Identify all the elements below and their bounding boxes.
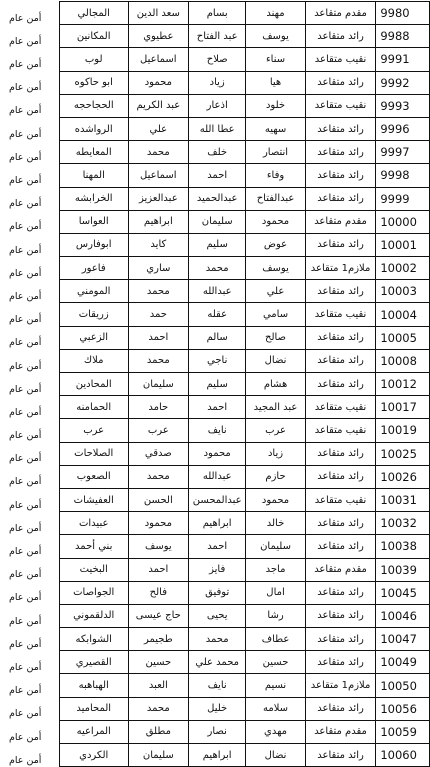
table-row (1, 396, 430, 419)
record-number-cell: 10026 (376, 465, 430, 488)
rank-cell: رائد متقاعد (305, 744, 376, 767)
table-row (1, 233, 430, 256)
first-name-cell: يوسف (246, 25, 305, 48)
table-row (1, 419, 430, 442)
record-number-cell: 10032 (376, 512, 430, 535)
rank-cell: رائد متقاعد (305, 604, 376, 627)
family-name-cell: المهنا (59, 164, 128, 187)
record-number-cell: 10031 (376, 488, 430, 511)
affiliation-cell: أمن عام (9, 337, 42, 349)
record-number-cell: 10002 (376, 257, 430, 280)
affiliation-cell: أمن عام (9, 175, 42, 186)
affiliation-cell: أمن عام (9, 151, 42, 163)
grandfather-name-cell: محمد (128, 280, 189, 303)
first-name-cell: هيا (246, 71, 305, 94)
grandfather-name-cell: عبدالعزيز (128, 187, 189, 210)
grandfather-name-cell: عرب (128, 419, 189, 442)
record-number-cell: 9993 (376, 94, 430, 117)
first-name-cell: سلامه (246, 697, 305, 720)
father-name-cell: خلف (189, 141, 246, 164)
first-name-cell: نضال (246, 744, 305, 767)
father-name-cell: عبدالله (189, 465, 246, 488)
table-row (1, 71, 430, 94)
first-name-cell: نسيم (246, 674, 305, 697)
record-number-cell: 9980 (376, 2, 430, 25)
grandfather-name-cell: ساري (128, 257, 189, 280)
affiliation-cell: أمن عام (9, 221, 42, 233)
family-name-cell: عرب (59, 419, 128, 442)
affiliation-cell: أمن عام (9, 314, 42, 326)
father-name-cell: عبدالمحسن (189, 488, 246, 511)
family-name-cell: المكانين (59, 25, 128, 48)
affiliation-cell: أمن عام (9, 615, 42, 627)
record-number-cell: 9997 (376, 141, 430, 164)
father-name-cell: سليم (189, 233, 246, 256)
family-name-cell: العواسا (59, 210, 128, 233)
first-name-cell: عوض (246, 233, 305, 256)
father-name-cell: محمد (189, 628, 246, 651)
rank-cell: رائد متقاعد (305, 164, 376, 187)
first-name-cell: انتصار (246, 141, 305, 164)
record-number-cell: 10039 (376, 558, 430, 581)
family-name-cell: البخيت (59, 558, 128, 581)
record-number-cell: 10060 (376, 744, 430, 767)
rank-cell: رائد متقاعد (305, 373, 376, 396)
table-row (1, 257, 430, 280)
father-name-cell: نايف (189, 674, 246, 697)
affiliation-cell: أمن عام (9, 430, 42, 442)
affiliation-cell: أمن عام (9, 638, 42, 650)
table-row (1, 720, 430, 743)
first-name-cell: سامي (246, 303, 305, 326)
grandfather-name-cell: احمد (128, 558, 189, 581)
record-number-cell: 10001 (376, 233, 430, 256)
rank-cell: ملازم1 متقاعد (305, 674, 376, 697)
affiliation-cell: أمن عام (9, 499, 42, 511)
family-name-cell: زريقات (59, 303, 128, 326)
father-name-cell: عقله (189, 303, 246, 326)
father-name-cell: بسام (189, 2, 246, 25)
grandfather-name-cell: محمود (128, 512, 189, 535)
first-name-cell: عرب (246, 419, 305, 442)
record-number-cell: 10005 (376, 326, 430, 349)
first-name-cell: حسين (246, 651, 305, 674)
record-number-cell: 10019 (376, 419, 430, 442)
rank-cell: رائد متقاعد (305, 326, 376, 349)
rank-cell: رائد متقاعد (305, 581, 376, 604)
affiliation-cell: أمن عام (9, 128, 42, 140)
father-name-cell: محمود (189, 442, 246, 465)
table-row (1, 117, 430, 140)
father-name-cell: خليل (189, 697, 246, 720)
first-name-cell: عطاف (246, 628, 305, 651)
family-name-cell: بني أحمد (59, 535, 128, 558)
table-row (1, 349, 430, 372)
grandfather-name-cell: محمد (128, 141, 189, 164)
first-name-cell: زياد (246, 442, 305, 465)
family-name-cell: الحجاحجه (59, 94, 128, 117)
record-number-cell: 10047 (376, 628, 430, 651)
table-row (1, 25, 430, 48)
affiliation-cell: أمن عام (9, 198, 42, 210)
family-name-cell: الصعوب (59, 465, 128, 488)
affiliation-cell: أمن عام (9, 708, 42, 720)
record-number-cell: 9991 (376, 48, 430, 71)
first-name-cell: حازم (246, 465, 305, 488)
family-name-cell: القصيري (59, 651, 128, 674)
rank-cell: رائد متقاعد (305, 512, 376, 535)
table-row (1, 674, 430, 697)
rank-cell: نقيب متقاعد (305, 419, 376, 442)
affiliation-cell: أمن عام (9, 12, 42, 24)
affiliation-cell: أمن عام (9, 731, 42, 743)
table-row (1, 164, 430, 187)
grandfather-name-cell: عبد الكريم (128, 94, 189, 117)
family-name-cell: الدلقموني (59, 604, 128, 627)
rank-cell: مقدم متقاعد (305, 558, 376, 581)
affiliation-cell: أمن عام (9, 754, 42, 766)
affiliation-cell: أمن عام (9, 476, 42, 488)
rank-cell: رائد متقاعد (305, 465, 376, 488)
rank-cell: نقيب متقاعد (305, 488, 376, 511)
first-name-cell: مهدي (246, 720, 305, 743)
family-name-cell: الحمامنه (59, 396, 128, 419)
record-number-cell: 10059 (376, 720, 430, 743)
grandfather-name-cell: فالح (128, 581, 189, 604)
affiliation-cell: أمن عام (9, 360, 42, 372)
rank-cell: رائد متقاعد (305, 535, 376, 558)
father-name-cell: زياد (189, 71, 246, 94)
table-body (1, 2, 430, 767)
first-name-cell: نضال (246, 349, 305, 372)
table-row (1, 94, 430, 117)
record-number-cell: 10025 (376, 442, 430, 465)
affiliation-cell: أمن عام (9, 59, 42, 71)
table-row (1, 187, 430, 210)
rank-cell: رائد متقاعد (305, 25, 376, 48)
father-name-cell: فايز (189, 558, 246, 581)
table-row (1, 697, 430, 720)
grandfather-name-cell: صدقي (128, 442, 189, 465)
family-name-cell: الرواشده (59, 117, 128, 140)
table-row (1, 488, 430, 511)
table-row (1, 651, 430, 674)
affiliation-cell: أمن عام (9, 267, 42, 279)
father-name-cell: احمد (189, 396, 246, 419)
family-name-cell: ابو حاكوه (59, 71, 128, 94)
grandfather-name-cell: حسين (128, 651, 189, 674)
grandfather-name-cell: كايد (128, 233, 189, 256)
family-name-cell: المومني (59, 280, 128, 303)
first-name-cell: رشا (246, 604, 305, 627)
table-row (1, 210, 430, 233)
first-name-cell: خالد (246, 512, 305, 535)
affiliation-cell: أمن عام (9, 546, 42, 557)
first-name-cell: عبدالفتاح (246, 187, 305, 210)
grandfather-name-cell: الحسن (128, 488, 189, 511)
grandfather-name-cell: عطيوي (128, 25, 189, 48)
affiliation-cell: أمن عام (9, 290, 42, 302)
affiliation-cell: أمن عام (9, 592, 42, 604)
record-number-cell: 10045 (376, 581, 430, 604)
record-number-cell: 9992 (376, 71, 430, 94)
table-row (1, 280, 430, 303)
table-row (1, 2, 430, 25)
first-name-cell: خلود (246, 94, 305, 117)
table-row (1, 604, 430, 627)
record-number-cell: 10012 (376, 373, 430, 396)
first-name-cell: يوسف (246, 257, 305, 280)
rank-cell: نقيب متقاعد (305, 94, 376, 117)
affiliation-cell: أمن عام (9, 383, 42, 395)
rank-cell: رائد متقاعد (305, 651, 376, 674)
rank-cell: مقدم متقاعد (305, 2, 376, 25)
grandfather-name-cell: طجيمر (128, 628, 189, 651)
table-row (1, 558, 430, 581)
grandfather-name-cell: سليمان (128, 744, 189, 767)
record-number-cell: 10038 (376, 535, 430, 558)
table-row (1, 628, 430, 651)
first-name-cell: علي (246, 280, 305, 303)
rank-cell: مقدم متقاعد (305, 720, 376, 743)
grandfather-name-cell: اسماعيل (128, 164, 189, 187)
rank-cell: رائد متقاعد (305, 628, 376, 651)
table-row (1, 442, 430, 465)
rank-cell: نقيب متقاعد (305, 48, 376, 71)
first-name-cell: سناء (246, 48, 305, 71)
grandfather-name-cell: علي (128, 117, 189, 140)
grandfather-name-cell: محمد (128, 465, 189, 488)
father-name-cell: عبدالحميد (189, 187, 246, 210)
table-row (1, 373, 430, 396)
table-row (1, 744, 430, 767)
affiliation-cell: أمن عام (9, 82, 42, 94)
record-number-cell: 10000 (376, 210, 430, 233)
grandfather-name-cell: سعد الدين (128, 2, 189, 25)
first-name-cell: مهند (246, 2, 305, 25)
family-name-cell: فاعور (59, 257, 128, 280)
first-name-cell: امال (246, 581, 305, 604)
grandfather-name-cell: محمد (128, 697, 189, 720)
affiliation-cell: أمن عام (9, 406, 42, 418)
father-name-cell: احمد (189, 164, 246, 187)
grandfather-name-cell: العبد (128, 674, 189, 697)
family-name-cell: المعايطه (59, 141, 128, 164)
affiliation-cell: أمن عام (9, 522, 42, 534)
family-name-cell: المراعيه (59, 720, 128, 743)
affiliation-cell: أمن عام (9, 453, 42, 465)
rank-cell: رائد متقاعد (305, 187, 376, 210)
first-name-cell: ماجد (246, 558, 305, 581)
father-name-cell: يحيى (189, 604, 246, 627)
grandfather-name-cell: حامد (128, 396, 189, 419)
family-name-cell: الصلاحات (59, 442, 128, 465)
family-name-cell: الخرابشه (59, 187, 128, 210)
father-name-cell: عبد الفتاح (189, 25, 246, 48)
family-name-cell: الشوابكه (59, 628, 128, 651)
affiliation-cell: أمن عام (9, 661, 42, 673)
father-name-cell: ناجي (189, 349, 246, 372)
father-name-cell: محمد علي (189, 651, 246, 674)
first-name-cell: عبد المجيد (246, 396, 305, 419)
table-row (1, 535, 430, 558)
affiliation-cell: أمن عام (9, 35, 42, 47)
record-number-cell: 10017 (376, 396, 430, 419)
table-row (1, 326, 430, 349)
grandfather-name-cell: احمد (128, 326, 189, 349)
father-name-cell: عطا الله (189, 117, 246, 140)
record-number-cell: 10046 (376, 604, 430, 627)
grandfather-name-cell: ابراهيم (128, 210, 189, 233)
affiliation-cell: أمن عام (9, 105, 42, 117)
record-number-cell: 10050 (376, 674, 430, 697)
father-name-cell: اذعار (189, 94, 246, 117)
father-name-cell: سالم (189, 326, 246, 349)
record-number-cell: 9999 (376, 187, 430, 210)
rank-cell: رائد متقاعد (305, 117, 376, 140)
rank-cell: رائد متقاعد (305, 71, 376, 94)
rank-cell: مقدم متقاعد (305, 210, 376, 233)
father-name-cell: سليمان (189, 210, 246, 233)
father-name-cell: صلاح (189, 48, 246, 71)
father-name-cell: توفيق (189, 581, 246, 604)
record-number-cell: 9998 (376, 164, 430, 187)
rank-cell: رائد متقاعد (305, 349, 376, 372)
rank-cell: نقيب متقاعد (305, 396, 376, 419)
father-name-cell: عبدالله (189, 280, 246, 303)
rank-cell: رائد متقاعد (305, 280, 376, 303)
family-name-cell: المجالي (59, 2, 128, 25)
grandfather-name-cell: يوسف (128, 535, 189, 558)
record-number-cell: 10004 (376, 303, 430, 326)
family-name-cell: عبيدات (59, 512, 128, 535)
grandfather-name-cell: حمد (128, 303, 189, 326)
first-name-cell: سهيه (246, 117, 305, 140)
table-row (1, 141, 430, 164)
family-name-cell: المحادين (59, 373, 128, 396)
family-name-cell: الزعبي (59, 326, 128, 349)
grandfather-name-cell: مطلق (128, 720, 189, 743)
record-number-cell: 10049 (376, 651, 430, 674)
grandfather-name-cell: محمود (128, 71, 189, 94)
record-number-cell: 9988 (376, 25, 430, 48)
record-number-cell: 9996 (376, 117, 430, 140)
rank-cell: رائد متقاعد (305, 141, 376, 164)
first-name-cell: محمود (246, 210, 305, 233)
grandfather-name-cell: اسماعيل (128, 48, 189, 71)
first-name-cell: وفاء (246, 164, 305, 187)
table-row (1, 465, 430, 488)
family-name-cell: لوب (59, 48, 128, 71)
table-row (1, 512, 430, 535)
family-name-cell: الهباهبه (59, 674, 128, 697)
family-name-cell: الجواصات (59, 581, 128, 604)
grandfather-name-cell: سليمان (128, 373, 189, 396)
affiliation-cell: أمن عام (9, 685, 42, 697)
father-name-cell: سليم (189, 373, 246, 396)
record-number-cell: 10056 (376, 697, 430, 720)
family-name-cell: الكردي (59, 744, 128, 767)
family-name-cell: العفيشات (59, 488, 128, 511)
rank-cell: رائد متقاعد (305, 697, 376, 720)
retirees-table (1, 1, 430, 767)
rank-cell: رائد متقاعد (305, 442, 376, 465)
first-name-cell: هشام (246, 373, 305, 396)
father-name-cell: ابراهيم (189, 744, 246, 767)
father-name-cell: نايف (189, 419, 246, 442)
father-name-cell: احمد (189, 535, 246, 558)
grandfather-name-cell: حاج عيسى (128, 604, 189, 627)
table-row (1, 303, 430, 326)
first-name-cell: صالح (246, 326, 305, 349)
first-name-cell: سليمان (246, 535, 305, 558)
rank-cell: رائد متقاعد (305, 233, 376, 256)
table-row (1, 581, 430, 604)
family-name-cell: ملاك (59, 349, 128, 372)
father-name-cell: ابراهيم (189, 512, 246, 535)
affiliation-cell: أمن عام (9, 569, 42, 581)
table-row (1, 48, 430, 71)
family-name-cell: المحاميد (59, 697, 128, 720)
father-name-cell: محمد (189, 257, 246, 280)
record-number-cell: 10003 (376, 280, 430, 303)
grandfather-name-cell: محمد (128, 349, 189, 372)
affiliation-cell: أمن عام (9, 244, 42, 256)
first-name-cell: محمود (246, 488, 305, 511)
rank-cell: نقيب متقاعد (305, 303, 376, 326)
record-number-cell: 10008 (376, 349, 430, 372)
family-name-cell: ابوفارس (59, 233, 128, 256)
father-name-cell: نصار (189, 720, 246, 743)
rank-cell: ملازم1 متقاعد (305, 257, 376, 280)
